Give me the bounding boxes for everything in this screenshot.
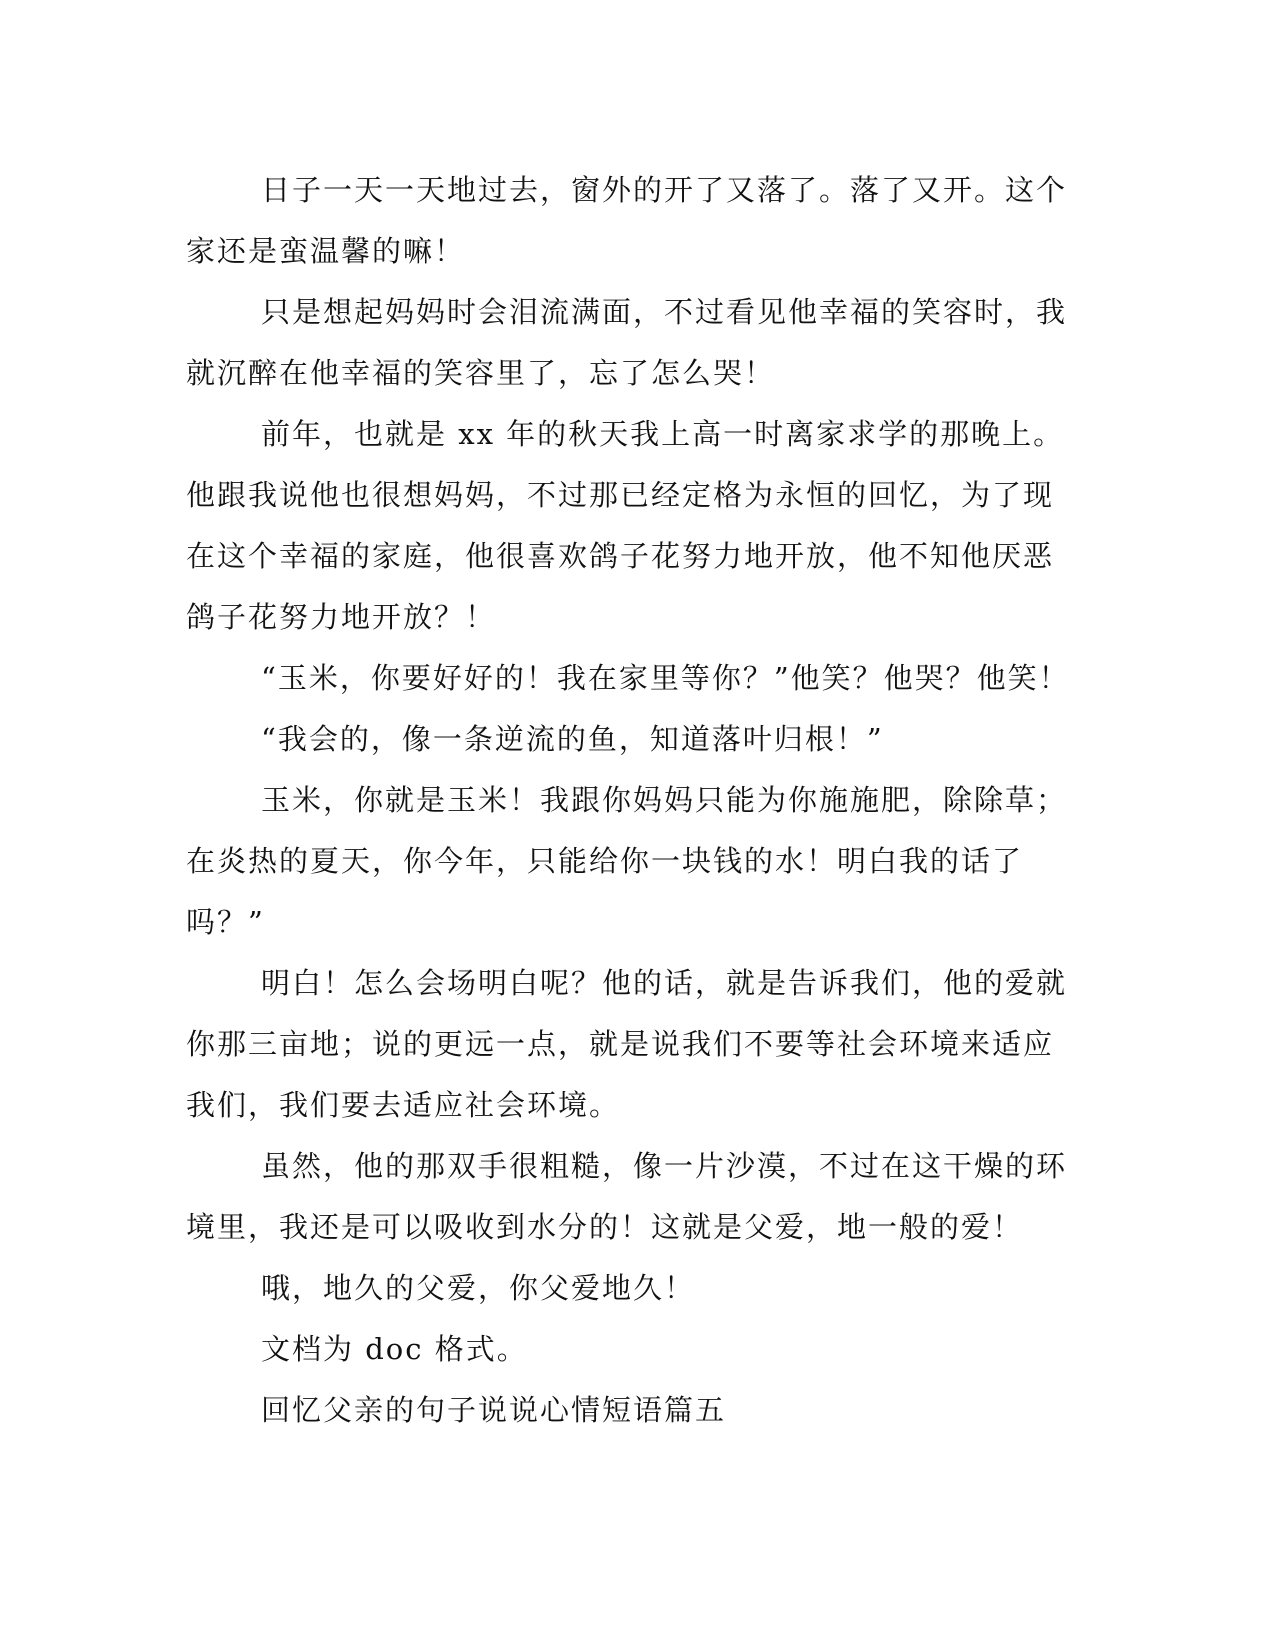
paragraph: 哦，地久的父爱，你父爱地久！ bbox=[261, 1271, 696, 1305]
paragraph: 前年，也就是 xx 年的秋天我上高一时离家求学的那晚上。他跟我说他也很想妈妈，不过那已经定格为永恒的回忆，为了现在这个幸福的家庭，他很喜欢鸽子花努力地开放，他不知他厌恶鸽子花努力地开放？！ bbox=[186, 417, 1065, 634]
paragraph: 只是想起妈妈时会泪流满面，不过看见他幸福的笑容时，我就沉醉在他幸福的笑容里了，忘了怎么哭！ bbox=[186, 295, 1068, 390]
paragraph: “我会的，像一条逆流的鱼，知道落叶归根！” bbox=[261, 722, 884, 756]
paragraph: “玉米，你要好好的！我在家里等你？”他笑？他哭？他笑！ bbox=[261, 661, 1070, 695]
document-body bbox=[186, 160, 1076, 1441]
paragraph: 日子一天一天地过去，窗外的开了又落了。落了又开。这个家还是蛮温馨的嘛！ bbox=[186, 173, 1068, 268]
paragraph: 虽然，他的那双手很粗糙，像一片沙漠，不过在这干燥的环境里，我还是可以吸收到水分的！这就是父爱，地一般的爱！ bbox=[186, 1149, 1068, 1244]
section-heading: 回忆父亲的句子说说心情短语篇五 bbox=[261, 1393, 727, 1427]
paragraph: 玉米，你就是玉米！我跟你妈妈只能为你施施肥，除除草；在炎热的夏天，你今年，只能给你一块钱的水！明白我的话了吗？” bbox=[186, 783, 1068, 939]
paragraph: 文档为 doc 格式。 bbox=[261, 1332, 528, 1366]
paragraph: 明白！怎么会场明白呢？他的话，就是告诉我们，他的爱就你那三亩地；说的更远一点，就是说我们不要等社会环境来适应我们，我们要去适应社会环境。 bbox=[186, 966, 1068, 1122]
